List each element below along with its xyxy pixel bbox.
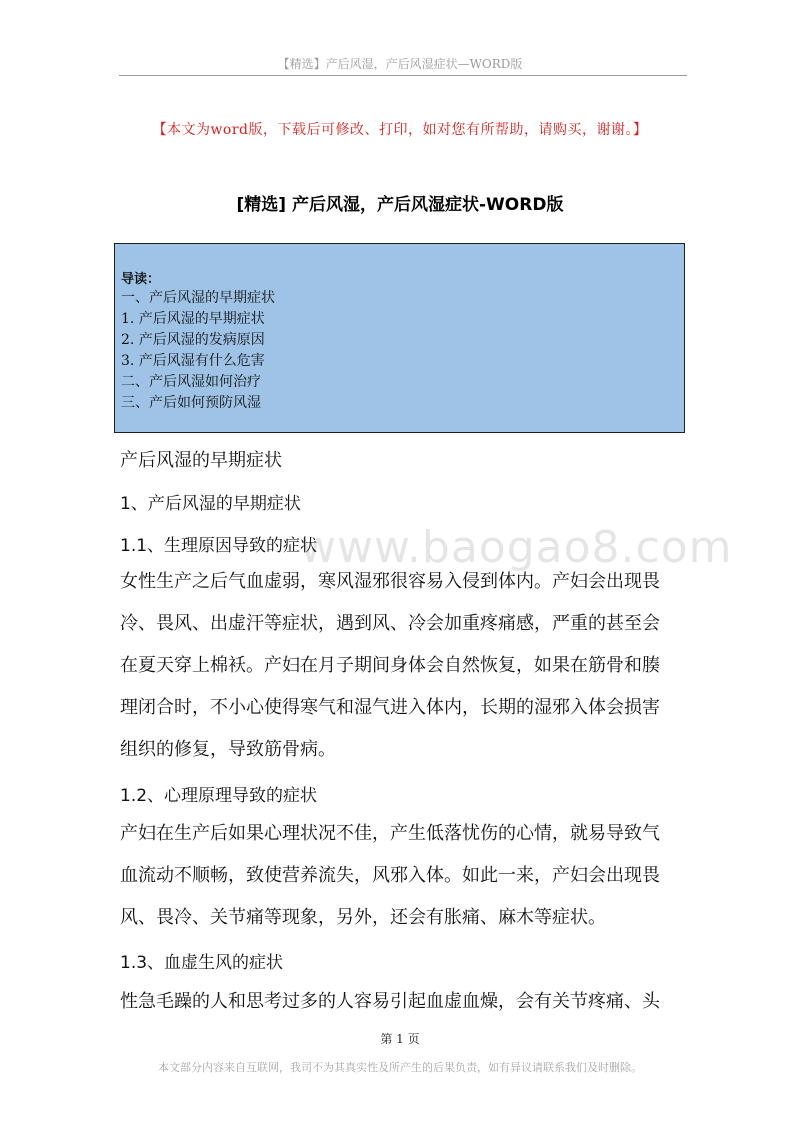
header-divider [119,75,687,76]
toc-list [121,288,275,414]
paragraph-line: 风、畏冷、关节痛等现象，另外，还会有胀痛、麻木等症状。 [120,907,606,928]
paragraph-line: 理闭合时，不小心使得寒气和湿气进入体内，长期的湿邪入体会损害 [120,697,660,718]
paragraph-line: 血流动不顺畅，致使营养流失，风邪入体。如此一来，产妇会出现畏 [120,865,660,886]
heading-1-1: 1.1、生理原因导致的症状 [120,536,318,556]
toc-item: 二、产后风湿如何治疗 [121,374,261,390]
purchase-notice: 【本文为word版，下载后可修改、打印，如对您有所帮助，请购买，谢谢。】 [152,122,648,138]
heading-1: 1、产后风湿的早期症状 [120,494,301,514]
toc-heading: 导读： [121,272,161,287]
toc-item: 一、产后风湿的早期症状 [121,290,275,306]
toc-item: 三、产后如何预防风湿 [121,395,261,411]
paragraph-line: 组织的修复，导致筋骨病。 [120,739,336,760]
toc-item: 1. 产后风湿的早期症状 [121,311,265,327]
section-title: 产后风湿的早期症状 [120,450,282,471]
page-header: 【精选】产后风湿，产后风湿症状—WORD版 [277,57,523,71]
watermark: www.baogao8.com [300,522,733,573]
paragraph-line: 冷、畏风、出虚汗等症状，遇到风、冷会加重疼痛感，严重的甚至会 [120,613,660,634]
page-number: 第 1 页 [380,1032,420,1046]
toc-item: 3. 产后风湿有什么危害 [121,353,265,369]
table-of-contents [114,243,685,433]
paragraph-2 [120,813,686,939]
heading-1-3: 1.3、血虚生风的症状 [120,953,284,973]
paragraph-line: 性急毛躁的人和思考过多的人容易引起血虚血燥，会有关节疼痛、头 [120,991,660,1012]
paragraph-line: 女性生产之后气血虚弱，寒风湿邪很容易入侵到体内。产妇会出现畏 [120,571,660,592]
document-title: [精选] 产后风湿，产后风湿症状-WORD版 [236,195,564,215]
paragraph-line: 在夏天穿上棉袄。产妇在月子期间身体会自然恢复，如果在筋骨和腠 [120,655,660,676]
footer-disclaimer: 本文部分内容来自互联网，我司不为其真实性及所产生的后果负责，如有异议请联系我们及时删除。 [158,1061,642,1074]
toc-item: 2. 产后风湿的发病原因 [121,332,265,348]
paragraph-line: 产妇在生产后如果心理状况不佳，产生低落忧伤的心情，就易导致气 [120,823,660,844]
heading-1-2: 1.2、心理原理导致的症状 [120,786,318,806]
paragraph-3 [120,981,686,1023]
paragraph-1 [120,561,686,771]
